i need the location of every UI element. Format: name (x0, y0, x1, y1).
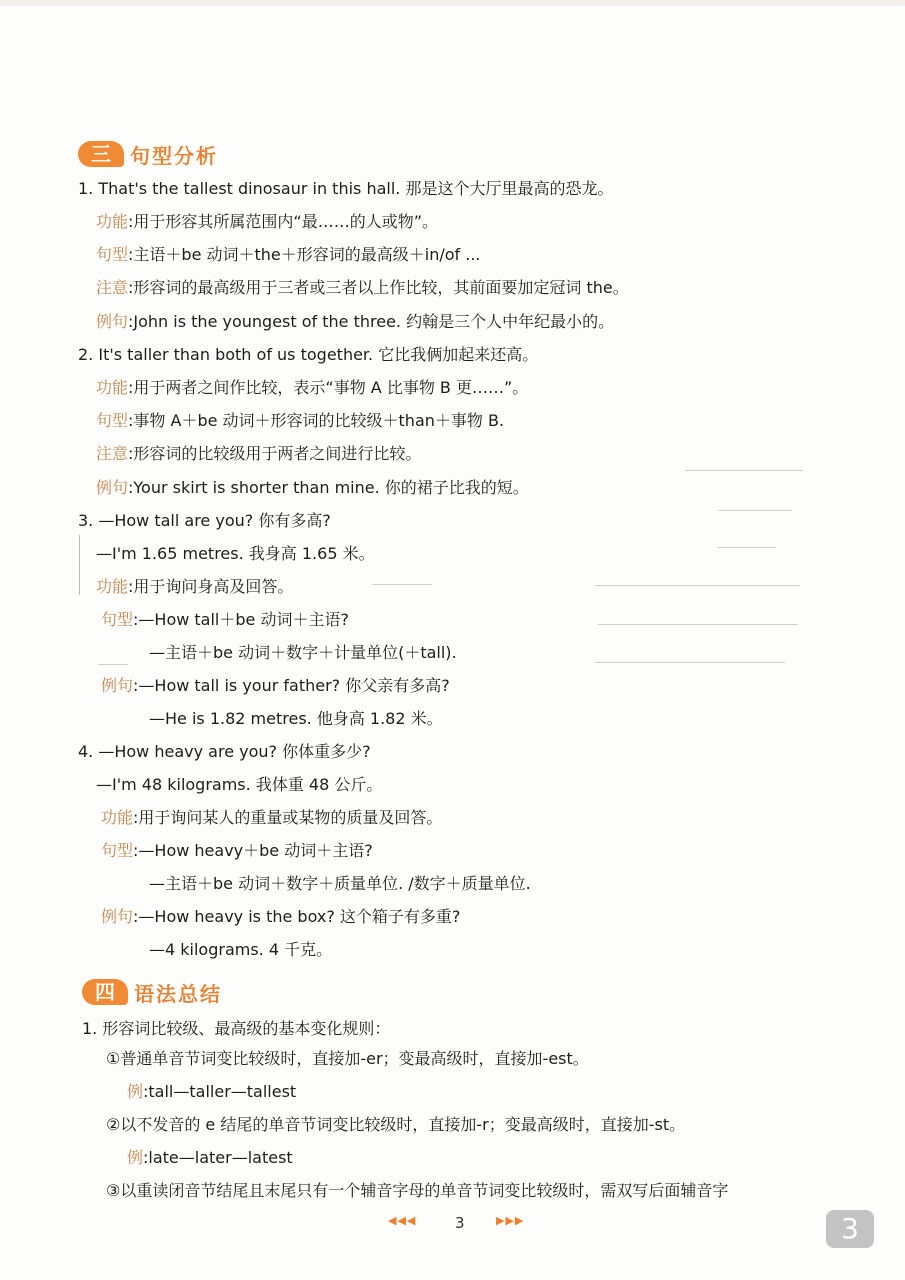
item-2-row-pattern (96, 411, 504, 431)
item-4-row-example-cont: —4 kilograms. 4 千克。 (149, 940, 333, 959)
row-text: :—How tall＋be 动词＋主语? (133, 610, 349, 629)
item-3-row-pattern-cont: —主语＋be 动词＋数字＋计量单位(＋tall). (149, 643, 457, 662)
item-4-row-pattern-cont: —主语＋be 动词＋数字＋质量单位. /数字＋质量单位. (149, 874, 531, 893)
artifact-line (595, 662, 785, 663)
section-title: 句型分析 (130, 143, 218, 168)
artifact-line (598, 624, 798, 625)
row-label: 注意 (96, 444, 129, 463)
example-label: 例 (127, 1082, 144, 1101)
page-number: 3 (455, 1214, 465, 1232)
artifact-line (98, 664, 128, 665)
item-3-row-example (101, 676, 450, 696)
row-label: 注意 (96, 278, 129, 297)
row-label: 功能 (101, 808, 134, 827)
row-label: 功能 (96, 577, 129, 596)
item-2-row-note (96, 444, 421, 464)
row-label: 例句 (96, 312, 129, 331)
grammar-rule-2: ②以不发音的 e 结尾的单音节词变比较级时，直接加-r；变最高级时，直接加-st。 (106, 1115, 686, 1134)
row-text: :事物 A＋be 动词＋形容词的比较级＋than＋事物 B. (128, 411, 505, 430)
top-band (0, 0, 905, 6)
item-4-row-example (101, 907, 460, 927)
item-3-main: 3. —How tall are you? 你有多高? (78, 511, 331, 530)
row-label: 句型 (101, 841, 134, 860)
row-text: :—How heavy＋be 动词＋主语? (133, 841, 373, 860)
artifact-line (595, 585, 800, 586)
example-text: :tall—taller—tallest (143, 1082, 297, 1101)
artifact-line (718, 547, 776, 548)
row-label: 功能 (96, 212, 129, 231)
grammar-rule-3: ③以重读闭音节结尾且末尾只有一个辅音字母的单音节词变比较级时，需双写后面辅音字 (106, 1181, 729, 1200)
item-3-row-function (96, 577, 293, 597)
row-text: :用于询问某人的重量或某物的质量及回答。 (133, 808, 443, 827)
row-label: 例句 (96, 478, 129, 497)
artifact-line (718, 510, 792, 511)
row-text: :John is the youngest of the three. 约翰是三个人中年纪最小的。 (128, 312, 615, 331)
row-text: :用于两者之间作比较，表示“事物 A 比事物 B 更……”。 (128, 378, 529, 397)
item-2-row-function (96, 378, 528, 398)
row-label: 句型 (101, 610, 134, 629)
row-text: :用于询问身高及回答。 (128, 577, 294, 596)
item-2-row-example (96, 478, 529, 498)
item-4-sub: —I'm 48 kilograms. 我体重 48 公斤。 (96, 775, 383, 794)
example-label: 例 (127, 1148, 144, 1167)
row-label: 功能 (96, 378, 129, 397)
row-text: :Your skirt is shorter than mine. 你的裙子比我的短。 (128, 478, 529, 497)
item-1-row-function (96, 212, 438, 232)
page-footer (0, 1214, 905, 1238)
grammar-rule-1-example (127, 1082, 296, 1102)
item-3-sub: —I'm 1.65 metres. 我身高 1.65 米。 (96, 544, 375, 563)
section-badge: 四 (82, 979, 128, 1005)
row-text: :—How heavy is the box? 这个箱子有多重? (133, 907, 461, 926)
item-4-row-function (101, 808, 442, 828)
artifact-line (372, 584, 432, 585)
row-label: 句型 (96, 245, 129, 264)
item-1-row-note (96, 278, 629, 298)
item-4-main: 4. —How heavy are you? 你体重多少? (78, 742, 371, 761)
item-3-row-pattern (101, 610, 349, 630)
section-header-grammar-summary (82, 975, 222, 1009)
artifact-line (79, 535, 80, 595)
grammar-rule-1: ①普通单音节词变比较级时，直接加-er；变最高级时，直接加-est。 (106, 1049, 589, 1068)
section-header-sentence-analysis (78, 137, 218, 171)
grammar-intro: 1. 形容词比较级、最高级的基本变化规则： (82, 1019, 391, 1038)
prev-arrows-icon: ◀◀◀ (388, 1214, 417, 1227)
section-title: 语法总结 (134, 981, 222, 1006)
grammar-rule-2-example (127, 1148, 293, 1168)
item-4-row-pattern (101, 841, 373, 861)
example-text: :late—later—latest (143, 1148, 293, 1167)
section-badge: 三 (78, 141, 124, 167)
item-2-main: 2. It's taller than both of us together. 它比我俩加起来还高。 (78, 345, 539, 364)
row-text: :—How tall is your father? 你父亲有多高? (133, 676, 450, 695)
item-3-row-example-cont: —He is 1.82 metres. 他身高 1.82 米。 (149, 709, 443, 728)
row-text: :形容词的最高级用于三者或三者以上作比较，其前面要加定冠词 the。 (128, 278, 629, 297)
row-label: 例句 (101, 907, 134, 926)
item-1-row-example (96, 312, 614, 332)
row-text: :用于形容其所属范围内“最……的人或物”。 (128, 212, 438, 231)
item-1-main: 1. That's the tallest dinosaur in this hall. 那是这个大厅里最高的恐龙。 (78, 179, 614, 198)
artifact-line (685, 470, 803, 471)
next-arrows-icon: ▶▶▶ (496, 1214, 525, 1227)
row-label: 句型 (96, 411, 129, 430)
corner-page-badge: 3 (826, 1210, 874, 1248)
item-1-row-pattern (96, 245, 481, 265)
row-text: :形容词的比较级用于两者之间进行比较。 (128, 444, 422, 463)
row-label: 例句 (101, 676, 134, 695)
row-text: :主语＋be 动词＋the＋形容词的最高级＋in/of ... (128, 245, 481, 264)
